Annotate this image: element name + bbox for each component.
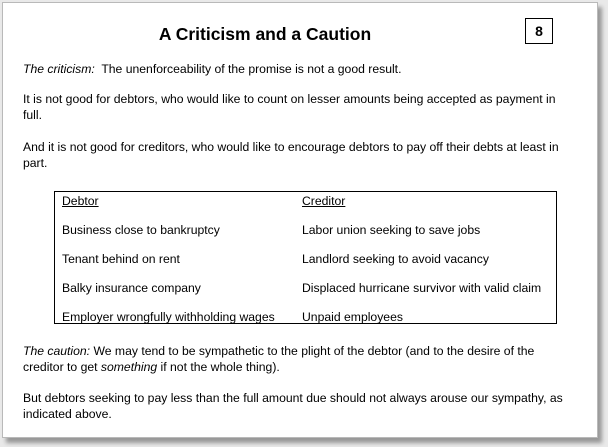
- creditor-header: Creditor: [302, 194, 346, 208]
- table-row-debtor: Balky insurance company: [62, 281, 201, 295]
- criticism-label: The criticism:: [23, 62, 95, 76]
- criticism-paragraph: [23, 61, 575, 77]
- table-row-debtor: Employer wrongfully withholding wages: [62, 310, 275, 324]
- debtor-header: Debtor: [62, 194, 99, 208]
- table-row-debtor: Business close to bankruptcy: [62, 223, 220, 237]
- table-row-creditor: Labor union seeking to save jobs: [302, 223, 481, 237]
- table-row-creditor: Unpaid employees: [302, 310, 403, 324]
- caution-emphasis: something: [100, 360, 158, 374]
- page-number-box: 8: [525, 18, 553, 44]
- debtor-creditor-table: [54, 191, 557, 324]
- slide: [2, 2, 598, 438]
- creditors-paragraph: And it is not good for creditors, who would like to encourage debtors to pay off their debts at least in part.: [23, 140, 559, 170]
- caution-text-2: if not the whole thing).: [157, 360, 280, 374]
- criticism-text: The unenforceability of the promise is not a good result.: [94, 62, 402, 76]
- debtors-paragraph: It is not good for debtors, who would like to count on lesser amounts being accepted as payment in full.: [23, 92, 556, 122]
- slide-title: A Criticism and a Caution: [158, 24, 372, 44]
- table-row-creditor: Landlord seeking to avoid vacancy: [302, 252, 489, 266]
- caution-paragraph: [23, 343, 575, 375]
- closing-paragraph: But debtors seeking to pay less than the full amount due should not always arouse our sympathy, as indicated above.: [23, 391, 563, 421]
- table-row-creditor: Displaced hurricane survivor with valid claim: [302, 281, 542, 295]
- caution-label: The caution:: [23, 344, 91, 358]
- table-row-debtor: Tenant behind on rent: [62, 252, 180, 266]
- caution-text-1: We may tend to be sympathetic to the plight of the debtor (and to the desire of the creditor to get: [23, 344, 535, 374]
